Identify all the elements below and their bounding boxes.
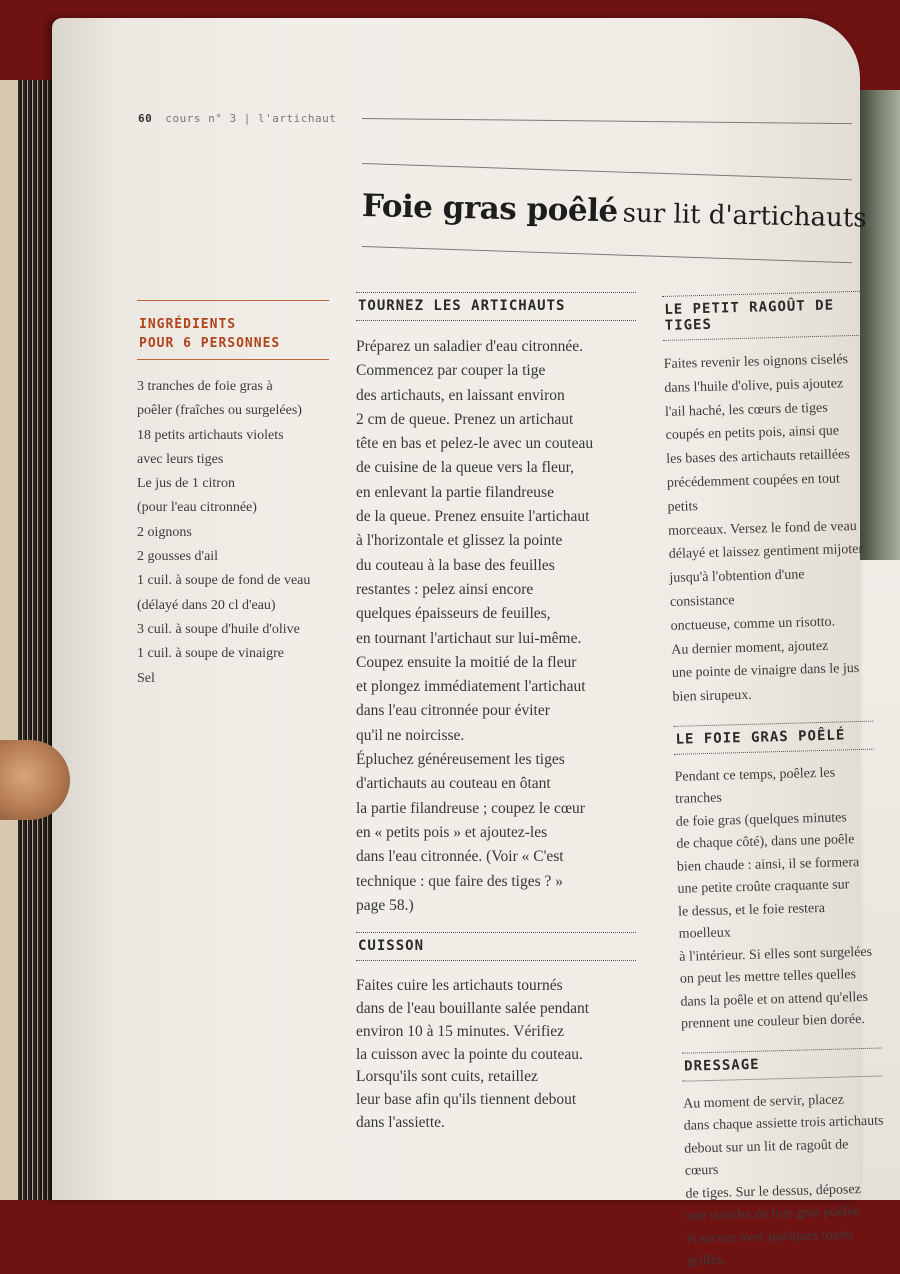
book-cover-edge (0, 80, 18, 1200)
ingredients-column (137, 300, 329, 691)
recipe-title-sub: sur lit d'artichauts (622, 198, 867, 234)
ingredients-list: 3 tranches de foie gras à poêler (fraîches ou surgelées) 18 petits artichauts violets avec leurs tiges Le jus de 1 citron (pour l'eau citronnée) 2 oignons 2 gousses d'ail 1 cuil. à soupe de fond de veau (délayé dans 20 cl d'eau) 3 cuil. à soupe d'huile d'olive 1 cuil. à soupe de vinaigre Sel (137, 379, 311, 686)
foie-gras-section (673, 721, 881, 1037)
page-number: 60 (138, 112, 153, 125)
tournez-heading: TOURNEZ LES ARTICHAUTS (356, 292, 636, 321)
ingredients-heading: INGRÉDIENTS POUR 6 PERSONNES (137, 300, 329, 360)
running-head (138, 112, 336, 125)
ragout-heading: LE PETIT RAGOÛT DE TIGES (662, 291, 863, 341)
foie-gras-heading: LE FOIE GRAS POÊLÉ (673, 721, 874, 755)
method-column (356, 292, 636, 1135)
dressage-text: Au moment de servir, placez dans chaque assiette trois artichauts debout sur un lit de ragoût de cœurs de tiges. Sur le dessus, déposez une tranche de foie gras poêlée et servez avec quelques toasts grillés. (682, 1092, 884, 1270)
dressage-heading: DRESSAGE (682, 1047, 883, 1081)
cuisson-section (356, 932, 636, 1135)
foie-gras-text: Pendant ce temps, poêlez les tranches de foie gras (quelques minutes de chaque côté), dans une poêle bien chaude : ainsi, il se formera une petite croûte craquante sur le dessus, et le foie restera moelleux à l'intérieur. Si elles sont surgelées on peut les mettre telles quelles dans la poêle et on attend qu'elles prennent une couleur bien dorée. (674, 765, 873, 1033)
running-head-text: cours n° 3 | l'artichaut (165, 112, 337, 125)
ragout-text: Faites revenir les oignons ciselés dans l'huile d'olive, puis ajoutez l'ail haché, les cœurs de tiges coupés en petits pois, ainsi que les bases des artichauts retaillées précédemment coupées en tout petits morceaux. Versez le fond de veau délayé et laissez gentiment mijoter jusqu'à l'obtention d'une consistance onctueuse, comme un risotto. Au dernier moment, ajoutez une pointe de vinaigre dans le jus bien sirupeux. (663, 352, 864, 706)
tournez-text: Préparez un saladier d'eau citronnée. Commencez par couper la tige des artichauts, en laissant environ 2 cm de queue. Prenez un artichaut tête en bas et pelez-le avec un couteau de cuisine de la queue vers la fleur, en enlevant la partie filandreuse de la queue. Prenez ensuite l'artichaut à l'horizontale et glissez la pointe du couteau à la base des feuilles restantes : pelez ainsi encore quelques épaisseurs de feuilles, en tournant l'artichaut sur lui-même. Coupez ensuite la moitié de la fleur et plongez immédiatement l'artichaut dans l'eau citronnée pour éviter qu'il ne noircisse. Épluchez généreusement les tiges d'artichauts au couteau en ôtant la partie filandreuse ; coupez le cœur en « petits pois » et ajoutez-les dans l'eau citronnée. (Voir « C'est technique : que faire des tiges ? » page 58.) (356, 338, 594, 914)
cuisson-text: Faites cuire les artichauts tournés dans de l'eau bouillante salée pendant environ 10 à 15 minutes. Vérifiez la cuisson avec la pointe du couteau. Lorsqu'ils sont cuits, retaillez leur base afin qu'ils tiennent debout dans l'assiette. (356, 977, 590, 1131)
cuisson-heading: CUISSON (356, 932, 636, 961)
right-column (662, 291, 888, 1274)
dressage-section (682, 1047, 888, 1273)
recipe-title-main: Foie gras poêlé (361, 188, 619, 230)
